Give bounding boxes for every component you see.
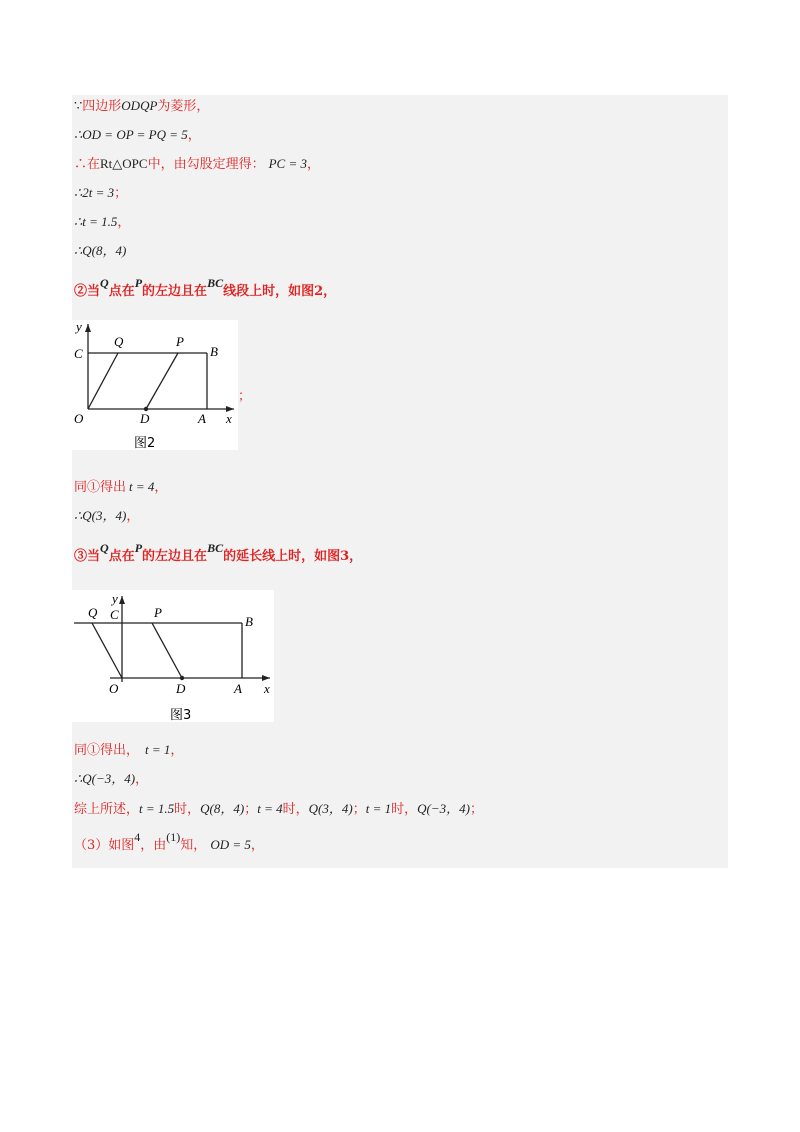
text: 四边形 — [82, 99, 122, 114]
line-rhombus — [74, 97, 209, 116]
text: ， — [187, 128, 201, 143]
text: ，由 — [140, 838, 167, 853]
label-y: y — [76, 320, 82, 334]
math: PC = 3 — [268, 156, 307, 171]
math: ∴Q(−3，4) — [74, 771, 136, 786]
text: 点在 — [108, 284, 135, 299]
text: 知， — [180, 838, 207, 853]
label-b: B — [210, 344, 218, 359]
text: ， — [307, 157, 321, 172]
line-q-point — [74, 242, 126, 261]
label-d: D — [176, 681, 186, 696]
label-p: P — [176, 334, 184, 349]
text: 点在 — [108, 549, 135, 564]
text: ； — [244, 802, 258, 817]
math: Q — [100, 541, 109, 555]
text: 同①得出， — [74, 743, 140, 758]
text: ②当 — [74, 284, 101, 299]
math: ∴OD = OP = PQ = 5 — [74, 127, 188, 142]
label-b: B — [245, 614, 253, 629]
line-t1 — [74, 741, 183, 760]
math: t = 1 — [365, 801, 392, 816]
text: （3）如图 — [74, 838, 135, 853]
math: BC — [207, 541, 224, 555]
line-od-equal — [74, 126, 201, 145]
label-q: Q — [88, 605, 98, 620]
text: 时， — [391, 802, 418, 817]
line-pythagoras — [74, 155, 320, 174]
label-c: C — [110, 607, 119, 622]
text: ， — [250, 838, 264, 853]
math: OD = 5 — [210, 837, 251, 852]
math: t = 1 — [145, 742, 171, 757]
math: ∴Q(3，4) — [74, 508, 127, 523]
text: ， — [170, 743, 184, 758]
label-y: y — [112, 591, 118, 606]
figure-2-trailing-punct: ； — [238, 389, 252, 404]
line-case3 — [74, 541, 363, 566]
figure-2-caption: 图2 — [134, 436, 156, 450]
figure-3-diagram — [72, 590, 274, 722]
math: ODQP — [121, 98, 158, 113]
text: 的延长线上时，如图3， — [223, 549, 363, 564]
text: ， — [117, 215, 131, 230]
math: Q(−3，4) — [417, 801, 470, 816]
text: 线段上时，如图2， — [223, 284, 337, 299]
label-c: C — [74, 346, 83, 361]
label-p: P — [154, 605, 162, 620]
line-q3 — [74, 507, 139, 526]
text: ③当 — [74, 549, 101, 564]
figure-2-diagram — [72, 320, 238, 450]
because-symbol: ∵ — [74, 98, 83, 113]
label-o: O — [109, 681, 119, 696]
text: ； — [469, 802, 483, 817]
math: t = 4 — [257, 801, 283, 816]
math: ∴Q(8，4) — [74, 243, 127, 258]
line-summary — [74, 800, 483, 819]
text: ， — [126, 509, 140, 524]
text: 时， — [174, 802, 201, 817]
math: Rt△OPC — [100, 156, 148, 171]
line-part3 — [74, 830, 264, 855]
math: Q — [100, 276, 109, 290]
math: P — [134, 541, 143, 555]
math: t = 1.5 — [139, 801, 175, 816]
figure-3-caption: 图3 — [170, 708, 192, 722]
math: (1) — [166, 830, 181, 844]
line-t-value — [74, 213, 130, 232]
math: Q(3，4) — [308, 801, 353, 816]
math: ∴t = 1.5 — [74, 214, 118, 229]
label-a: A — [198, 411, 206, 426]
label-d: D — [140, 411, 150, 426]
text: ； — [114, 186, 128, 201]
line-q-neg3 — [74, 770, 148, 789]
label-o: O — [74, 411, 84, 426]
text: 的左边且在 — [142, 284, 208, 299]
text: ， — [135, 772, 149, 787]
line-2t — [74, 184, 127, 203]
text: ∴在 — [74, 157, 101, 172]
label-x: x — [264, 681, 270, 696]
math: t = 4 — [129, 479, 155, 494]
text: 时， — [282, 802, 309, 817]
math: 4 — [134, 830, 141, 844]
text: ， — [154, 480, 168, 495]
text: 的左边且在 — [142, 549, 208, 564]
line-t4 — [74, 478, 167, 497]
figure-3 — [72, 590, 274, 722]
text: 为菱形， — [157, 99, 210, 114]
label-x: x — [226, 411, 232, 426]
math: Q(8，4) — [200, 801, 245, 816]
label-q: Q — [114, 334, 124, 349]
math: BC — [207, 276, 224, 290]
text: ； — [352, 802, 366, 817]
math: P — [134, 276, 143, 290]
text: 同①得出 — [74, 480, 127, 495]
label-a: A — [234, 681, 242, 696]
line-case2 — [74, 276, 337, 301]
math: ∴2t = 3 — [74, 185, 115, 200]
figure-2 — [72, 320, 238, 450]
text: 综上所述， — [74, 802, 140, 817]
text: 中，由勾股定理得： — [147, 157, 265, 172]
